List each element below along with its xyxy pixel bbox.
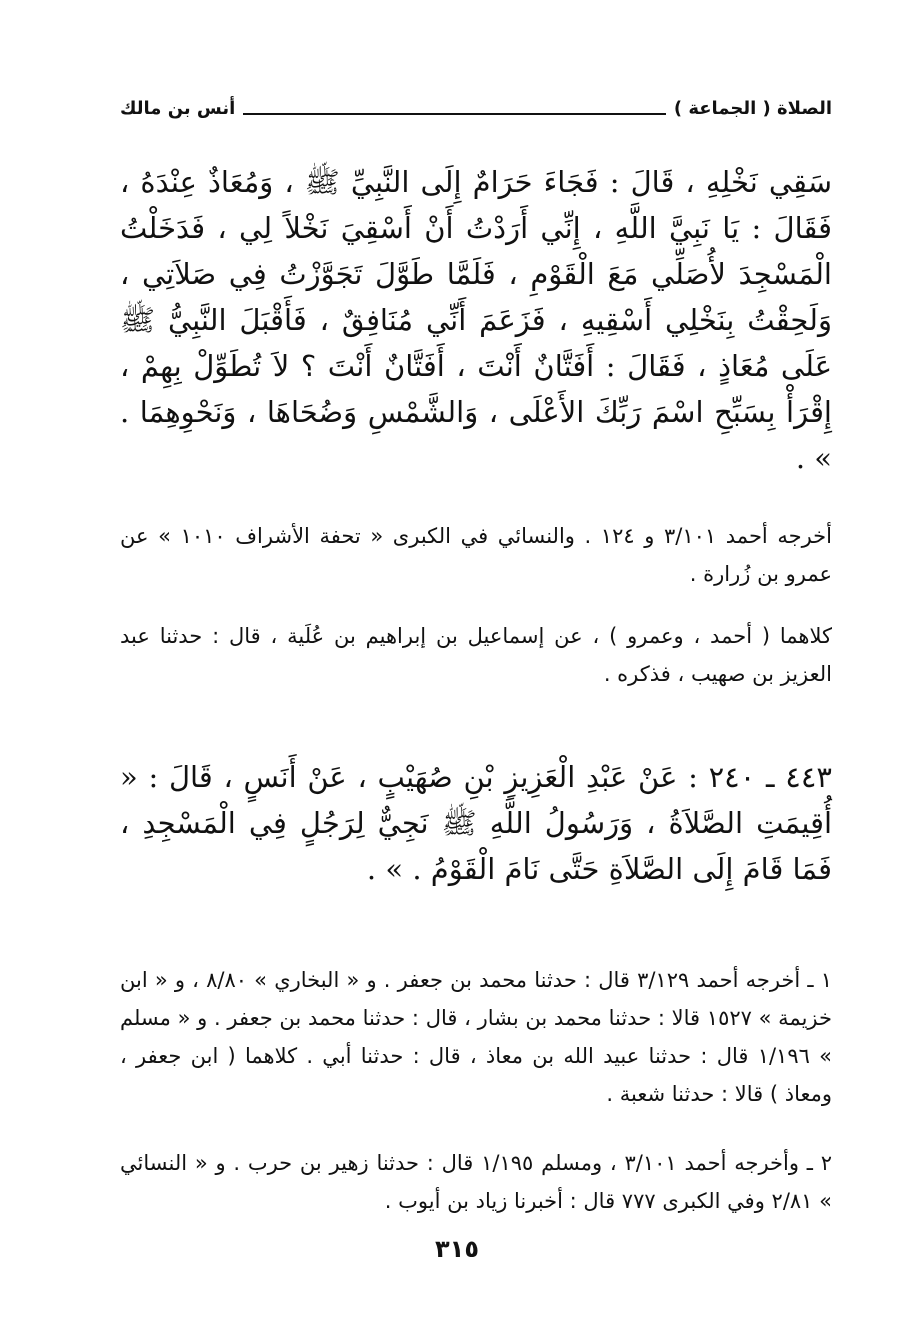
running-header — [120, 92, 832, 120]
header-rule — [243, 113, 666, 115]
page-number: ٣١٥ — [435, 1235, 479, 1263]
hadith-continuation-text: سَقِي نَخْلِهِ ، قَالَ : فَجَاءَ حَرَامٌ إِلَى النَّبِيِّ ﷺ ، وَمُعَاذٌ عِنْدَهُ ، فَقَالَ : يَا نَبِيَّ اللَّهِ ، إِنِّي أَرَدْتُ أَنْ أَسْقِيَ نَخْلاً لِي ، فَدَخَلْتُ الْمَسْجِدَ لأُصَلِّي مَعَ الْقَوْمِ ، فَلَمَّا طَوَّلَ تَجَوَّزْتُ فِي صَلاَتِي ، وَلَحِقْتُ بِنَخْلِي أَسْقِيهِ ، فَزَعَمَ أَنِّي مُنَافِقٌ ، فَأَقْبَلَ النَّبِيُّ ﷺ عَلَى مُعَاذٍ ، فَقَالَ : أَفَتَّانٌ أَنْتَ ، أَفَتَّانٌ أَنْتَ ؟ لاَ تُطَوِّلْ بِهِمْ ، إِقْرَأْ بِسَبِّحِ اسْمَ رَبِّكَ الأَعْلَى ، وَالشَّمْسِ وَضُحَاهَا ، وَنَحْوِهِمَا . » . — [120, 165, 832, 475]
chapter-title: الصلاة ( الجماعة ) — [673, 98, 832, 119]
hadith-text: ٤٤٣ ـ ٢٤٠ : عَنْ عَبْدِ الْعَزِيزِ بْنِ صُهَيْبٍ ، عَنْ أَنَسٍ ، قَالَ : « أُقِيمَتِ الصَّلاَةُ ، وَرَسُولُ اللَّهِ ﷺ نَجِيٌّ لِرَجُلٍ فِي الْمَسْجِدِ ، فَمَا قَامَ إِلَى الصَّلاَةِ حَتَّى نَامَ الْقَوْمُ . » . — [120, 760, 832, 886]
takhrij-note: ٢ ـ وأخرجه أحمد ٣/١٠١ ، ومسلم ١/١٩٥ قال : حدثنا زهير بن حرب . و « النسائي » ٢/٨١ وفي الكبرى ٧٧٧ قال : أخبرنا زياد بن أيوب . — [120, 1151, 832, 1213]
narrator-name: أنس بن مالك — [120, 98, 236, 119]
takhrij-note: أخرجه أحمد ٣/١٠١ و ١٢٤ . والنسائي في الكبرى « تحفة الأشراف ١٠١٠ » عن عمرو بن زُرارة . — [120, 524, 833, 586]
takhrij-note: كلاهما ( أحمد ، وعمرو ) ، عن إسماعيل بن إبراهيم بن عُلَية ، قال : حدثنا عبد العزيز بن صهيب ، فذكره . — [120, 624, 832, 686]
takhrij-note: ١ ـ أخرجه أحمد ٣/١٢٩ قال : حدثنا محمد بن جعفر . و « البخاري » ٨/٨٠ ، و « ابن خزيمة » ١٥٢٧ قالا : حدثنا محمد بن بشار ، قال : حدثنا محمد بن جعفر . و « مسلم » ١/١٩٦ قال : حدثنا عبيد الله بن معاذ ، قال : حدثنا أبي . كلاهما ( ابن جعفر ، ومعاذ ) قالا : حدثنا شعبة . — [120, 968, 832, 1106]
